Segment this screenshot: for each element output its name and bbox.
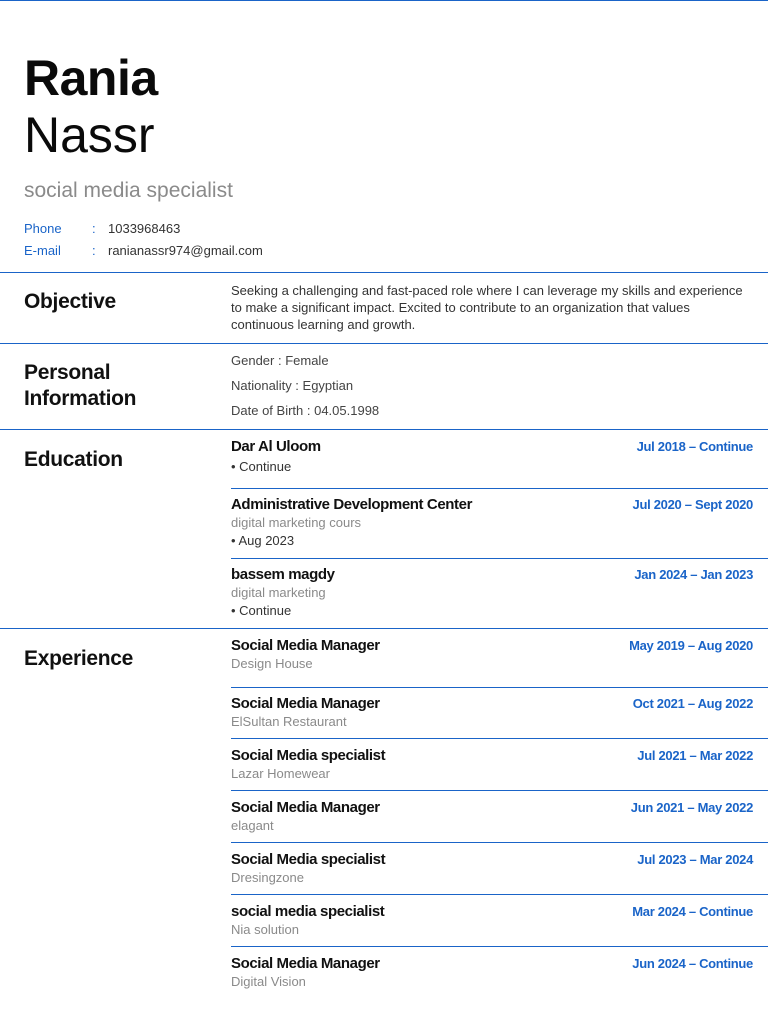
entry-date: Jul 2020 – Sept 2020	[632, 497, 753, 512]
entry-date: Jul 2023 – Mar 2024	[637, 852, 753, 867]
top-rule	[0, 0, 768, 1]
company-name: Dresingzone	[231, 870, 304, 885]
entry-bullet: • Continue	[231, 459, 292, 474]
personal-info-section	[0, 343, 768, 430]
entry-head	[231, 850, 753, 870]
experience-entry	[231, 850, 768, 886]
experience-entry	[231, 902, 768, 938]
education-entry	[231, 495, 768, 551]
school-name: bassem magdy	[231, 566, 335, 583]
entry-divider	[231, 687, 768, 688]
personal-info-body	[231, 348, 753, 423]
section-title: Experience	[24, 647, 134, 670]
entry-bullet: • Aug 2023	[231, 533, 295, 548]
contact-email	[24, 240, 744, 262]
objective-section	[0, 272, 768, 344]
entry-subtitle: digital marketing	[231, 585, 326, 600]
section-title: Objective	[24, 290, 116, 313]
entry-date: May 2019 – Aug 2020	[629, 638, 753, 653]
gender-line: Gender : Female	[231, 353, 329, 368]
entry-divider	[231, 946, 768, 947]
nationality-line: Nationality : Egyptian	[231, 378, 354, 393]
phone-value: 1033968463	[108, 221, 181, 236]
entry-date: Jun 2024 – Continue	[632, 956, 753, 971]
entry-head	[231, 565, 753, 585]
first-name: Rania	[24, 50, 158, 106]
entry-head	[231, 636, 753, 656]
contact-separator: :	[92, 221, 96, 236]
job-role: Social Media specialist	[231, 747, 386, 764]
experience-entry	[231, 746, 768, 782]
contact-separator: :	[92, 243, 96, 258]
objective-text: Seeking a challenging and fast-paced role where I can leverage my skills and experience to make a significant impact. Excited to contribute to an organization that values continuous learning and growth.	[231, 283, 743, 332]
experience-entry	[231, 636, 768, 672]
experience-entry	[231, 954, 768, 990]
entry-divider	[231, 842, 768, 843]
job-title: social media specialist	[24, 179, 233, 202]
entry-date: Jul 2021 – Mar 2022	[637, 748, 753, 763]
entry-date: Mar 2024 – Continue	[632, 904, 753, 919]
last-name: Nassr	[24, 107, 155, 163]
job-role: Social Media Manager	[231, 799, 380, 816]
dob-line: Date of Birth : 04.05.1998	[231, 403, 380, 418]
job-role: social media specialist	[231, 903, 385, 920]
contact-label: E-mail	[24, 243, 61, 258]
school-name: Dar Al Uloom	[231, 438, 321, 455]
job-role: Social Media Manager	[231, 955, 380, 972]
entry-divider	[231, 558, 768, 559]
email-value: ranianassr974@gmail.com	[108, 243, 263, 258]
entry-head	[231, 495, 753, 515]
entry-date: Jun 2021 – May 2022	[630, 800, 753, 815]
entry-divider	[231, 488, 768, 489]
section-title	[24, 360, 136, 412]
entry-head	[231, 746, 753, 766]
contact-list	[24, 218, 744, 262]
job-role: Social Media specialist	[231, 851, 386, 868]
entry-bullet: • Continue	[231, 603, 292, 618]
entry-divider	[231, 790, 768, 791]
entry-head	[231, 954, 753, 974]
entry-divider	[231, 894, 768, 895]
school-name: Administrative Development Center	[231, 496, 473, 513]
entry-divider	[231, 738, 768, 739]
section-title-line: Information	[24, 387, 137, 410]
company-name: ElSultan Restaurant	[231, 714, 347, 729]
company-name: Lazar Homewear	[231, 766, 330, 781]
section-title-line: Personal	[24, 361, 111, 384]
entry-head	[231, 437, 753, 457]
company-name: Nia solution	[231, 922, 299, 937]
entry-head	[231, 694, 753, 714]
job-role: Social Media Manager	[231, 695, 380, 712]
objective-body	[231, 282, 753, 333]
section-title: Education	[24, 448, 123, 471]
entry-subtitle: digital marketing cours	[231, 515, 362, 530]
entry-head	[231, 798, 753, 818]
company-name: Digital Vision	[231, 974, 306, 989]
contact-phone	[24, 218, 744, 240]
education-entry	[231, 565, 768, 621]
entry-date: Oct 2021 – Aug 2022	[632, 696, 753, 711]
education-entry	[231, 437, 768, 477]
contact-label: Phone	[24, 221, 62, 236]
resume-header	[24, 50, 744, 262]
company-name: elagant	[231, 818, 274, 833]
company-name: Design House	[231, 656, 313, 671]
experience-entry	[231, 798, 768, 834]
entry-head	[231, 902, 753, 922]
job-role: Social Media Manager	[231, 637, 380, 654]
entry-date: Jul 2018 – Continue	[636, 439, 753, 454]
entry-date: Jan 2024 – Jan 2023	[634, 567, 753, 582]
experience-entry	[231, 694, 768, 730]
